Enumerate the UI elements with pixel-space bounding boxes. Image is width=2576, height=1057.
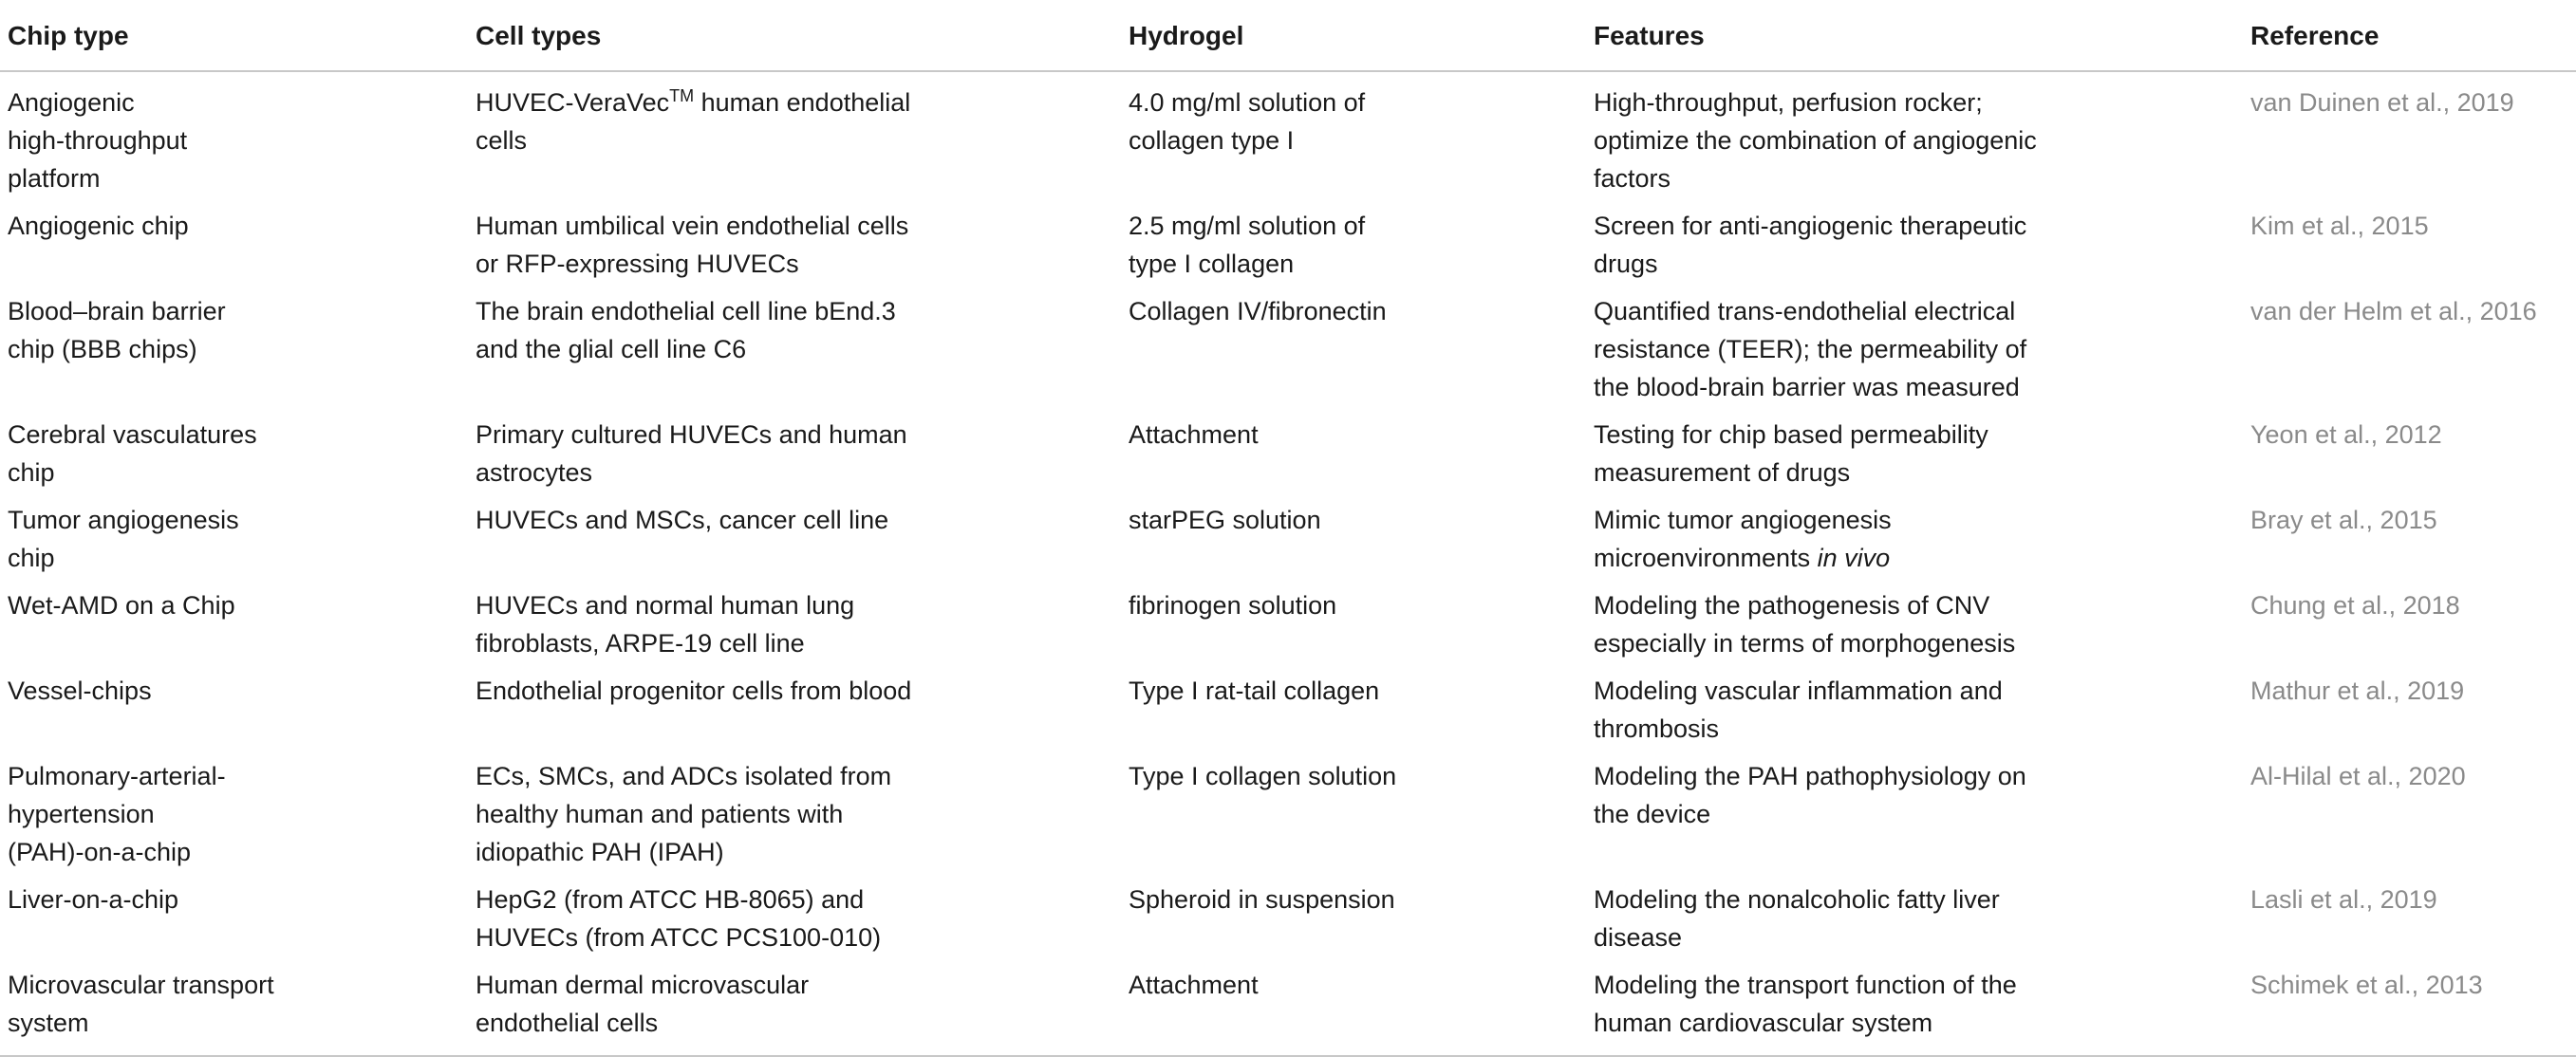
table-row xyxy=(0,497,2576,583)
cell-features xyxy=(1586,877,2243,962)
cell-cell-types xyxy=(468,962,1121,1056)
cell-line: idiopathic PAH (IPAH) xyxy=(476,838,724,866)
cell-line: especially in terms of morphogenesis xyxy=(1594,629,2016,658)
header-hydrogel: Hydrogel xyxy=(1121,0,1586,71)
cell-hydrogel xyxy=(1121,962,1586,1056)
cell-line: chip (BBB chips) xyxy=(8,335,197,363)
cell-line: collagen type I xyxy=(1129,126,1295,155)
cell-chip-type xyxy=(0,877,468,962)
cell-line: Collagen IV/fibronectin xyxy=(1129,297,1387,325)
cell-hydrogel xyxy=(1121,71,1586,203)
cell-features xyxy=(1586,962,2243,1056)
cell-line: or RFP-expressing HUVECs xyxy=(476,250,799,278)
cell-line: optimize the combination of angiogenic xyxy=(1594,126,2037,155)
cell-cell-types xyxy=(468,203,1121,288)
cell-line: Attachment xyxy=(1129,971,1259,999)
cell-chip-type xyxy=(0,203,468,288)
cell-features xyxy=(1586,497,2243,583)
cell-line: measurement of drugs xyxy=(1594,458,1851,487)
cell-line: starPEG solution xyxy=(1129,506,1321,534)
cell-features xyxy=(1586,203,2243,288)
cell-line: Human umbilical vein endothelial cells xyxy=(476,212,909,240)
cell-chip-type xyxy=(0,412,468,497)
cell-cell-types xyxy=(468,668,1121,753)
cell-line: Endothelial progenitor cells from blood xyxy=(476,677,912,705)
table-row xyxy=(0,962,2576,1056)
cell-line: High-throughput, perfusion rocker; xyxy=(1594,88,1983,117)
cell-reference-link[interactable]: Yeon et al., 2012 xyxy=(2250,420,2442,449)
cell-text: HUVEC-VeraVec xyxy=(476,88,670,117)
cell-chip-type xyxy=(0,668,468,753)
table-header xyxy=(0,0,2576,71)
cell-line: thrombosis xyxy=(1594,714,1720,743)
cell-line: HUVECs and MSCs, cancer cell line xyxy=(476,506,889,534)
cell-text: microenvironments xyxy=(1594,544,1818,572)
cell-reference-link[interactable]: van der Helm et al., 2016 xyxy=(2250,297,2537,325)
cell-reference-link[interactable]: Kim et al., 2015 xyxy=(2250,212,2429,240)
cell-line: Modeling the pathogenesis of CNV xyxy=(1594,591,1990,620)
cell-line: 4.0 mg/ml solution of xyxy=(1129,88,1366,117)
cell-line: drugs xyxy=(1594,250,1658,278)
table-row xyxy=(0,412,2576,497)
cell-line: Type I collagen solution xyxy=(1129,762,1397,790)
cell-reference-link[interactable]: Bray et al., 2015 xyxy=(2250,506,2437,534)
cell-line: astrocytes xyxy=(476,458,593,487)
cell-cell-types xyxy=(468,583,1121,668)
cell-line: the blood-brain barrier was measured xyxy=(1594,373,2020,401)
cell-line: 2.5 mg/ml solution of xyxy=(1129,212,1366,240)
cell-line: resistance (TEER); the permeability of xyxy=(1594,335,2027,363)
cell-features xyxy=(1586,412,2243,497)
cell-chip-type xyxy=(0,71,468,203)
cell-cell-types xyxy=(468,497,1121,583)
cell-reference-link[interactable]: van Duinen et al., 2019 xyxy=(2250,88,2514,117)
cell-cell-types xyxy=(468,753,1121,877)
cell-reference-link[interactable]: Mathur et al., 2019 xyxy=(2250,677,2465,705)
cell-hydrogel xyxy=(1121,412,1586,497)
cell-line: Testing for chip based permeability xyxy=(1594,420,1988,449)
cell-line: HUVECs and normal human lung xyxy=(476,591,855,620)
cell-line: Modeling the nonalcoholic fatty liver xyxy=(1594,885,2000,914)
cell-line: chip xyxy=(8,544,55,572)
table-row xyxy=(0,668,2576,753)
cell-reference-link[interactable]: Lasli et al., 2019 xyxy=(2250,885,2437,914)
header-features: Features xyxy=(1586,0,2243,71)
cell-line: (PAH)-on-a-chip xyxy=(8,838,192,866)
table-row xyxy=(0,203,2576,288)
cell-chip-type xyxy=(0,962,468,1056)
italic-text: in vivo xyxy=(1817,544,1891,572)
cell-line: Attachment xyxy=(1129,420,1259,449)
cell-line: Modeling vascular inflammation and xyxy=(1594,677,2003,705)
cell-line: endothelial cells xyxy=(476,1009,659,1037)
cell-line: hypertension xyxy=(8,800,155,828)
cell-line: Type I rat-tail collagen xyxy=(1129,677,1380,705)
cell-line: ECs, SMCs, and ADCs isolated from xyxy=(476,762,892,790)
cell-line: Human dermal microvascular xyxy=(476,971,810,999)
table-row xyxy=(0,877,2576,962)
cell-chip-type xyxy=(0,583,468,668)
table-row xyxy=(0,753,2576,877)
cell-line: platform xyxy=(8,164,101,193)
cell-line: human cardiovascular system xyxy=(1594,1009,1933,1037)
cell-line: Vessel-chips xyxy=(8,677,152,705)
cell-line: system xyxy=(8,1009,89,1037)
cell-line: factors xyxy=(1594,164,1671,193)
cell-cell-types xyxy=(468,412,1121,497)
table-row xyxy=(0,288,2576,412)
header-chip-type: Chip type xyxy=(0,0,468,71)
cell-hydrogel xyxy=(1121,288,1586,412)
cell-reference-link[interactable]: Al-Hilal et al., 2020 xyxy=(2250,762,2466,790)
cell-line: cells xyxy=(476,126,528,155)
cell-line: Modeling the PAH pathophysiology on xyxy=(1594,762,2026,790)
header-reference: Reference xyxy=(2243,0,2576,71)
cell-features xyxy=(1586,288,2243,412)
cell-cell-types xyxy=(468,288,1121,412)
cell-features xyxy=(1586,71,2243,203)
cell-line: the device xyxy=(1594,800,1711,828)
cell-line: Microvascular transport xyxy=(8,971,274,999)
cell-hydrogel xyxy=(1121,203,1586,288)
cell-hydrogel xyxy=(1121,877,1586,962)
cell-line: type I collagen xyxy=(1129,250,1295,278)
cell-line xyxy=(1594,539,2214,577)
cell-line: Modeling the transport function of the xyxy=(1594,971,2017,999)
cell-text: human endothelial xyxy=(694,88,911,117)
cell-line: HepG2 (from ATCC HB-8065) and xyxy=(476,885,865,914)
cell-line: disease xyxy=(1594,923,1683,952)
cell-line: Angiogenic xyxy=(8,88,135,117)
cell-chip-type xyxy=(0,753,468,877)
cell-hydrogel xyxy=(1121,668,1586,753)
cell-hydrogel xyxy=(1121,497,1586,583)
table-body xyxy=(0,71,2576,1056)
cell-line: HUVECs (from ATCC PCS100-010) xyxy=(476,923,882,952)
table-row xyxy=(0,583,2576,668)
cell-line: Screen for anti-angiogenic therapeutic xyxy=(1594,212,2027,240)
cell-hydrogel xyxy=(1121,583,1586,668)
cell-line: Tumor angiogenesis xyxy=(8,506,239,534)
cell-line: Primary cultured HUVECs and human xyxy=(476,420,907,449)
cell-line: and the glial cell line C6 xyxy=(476,335,747,363)
cell-line: Quantified trans-endothelial electrical xyxy=(1594,297,2016,325)
cell-reference-link[interactable]: Schimek et al., 2013 xyxy=(2243,962,2576,1056)
cell-chip-type xyxy=(0,497,468,583)
cell-line: chip xyxy=(8,458,55,487)
cell-line xyxy=(476,83,1092,121)
header-row xyxy=(0,0,2576,71)
cell-line: Mimic tumor angiogenesis xyxy=(1594,506,1892,534)
trademark-superscript: TM xyxy=(669,86,695,105)
cell-line: Spheroid in suspension xyxy=(1129,885,1395,914)
cell-line: Angiogenic chip xyxy=(8,212,189,240)
cell-line: Pulmonary-arterial- xyxy=(8,762,226,790)
cell-line: Wet-AMD on a Chip xyxy=(8,591,235,620)
cell-chip-type xyxy=(0,288,468,412)
cell-line: The brain endothelial cell line bEnd.3 xyxy=(476,297,896,325)
cell-cell-types xyxy=(468,71,1121,203)
cell-features xyxy=(1586,583,2243,668)
cell-line: healthy human and patients with xyxy=(476,800,844,828)
cell-features xyxy=(1586,668,2243,753)
cell-line: Liver-on-a-chip xyxy=(8,885,179,914)
cell-line: Blood–brain barrier xyxy=(8,297,226,325)
cell-hydrogel xyxy=(1121,753,1586,877)
cell-line: fibrinogen solution xyxy=(1129,591,1337,620)
cell-line: Cerebral vasculatures xyxy=(8,420,257,449)
header-cell-types: Cell types xyxy=(468,0,1121,71)
cell-cell-types xyxy=(468,877,1121,962)
cell-reference-link[interactable]: Chung et al., 2018 xyxy=(2250,591,2460,620)
table-row xyxy=(0,71,2576,203)
cell-line: fibroblasts, ARPE-19 cell line xyxy=(476,629,805,658)
cell-features xyxy=(1586,753,2243,877)
cell-line: high-throughput xyxy=(8,126,188,155)
